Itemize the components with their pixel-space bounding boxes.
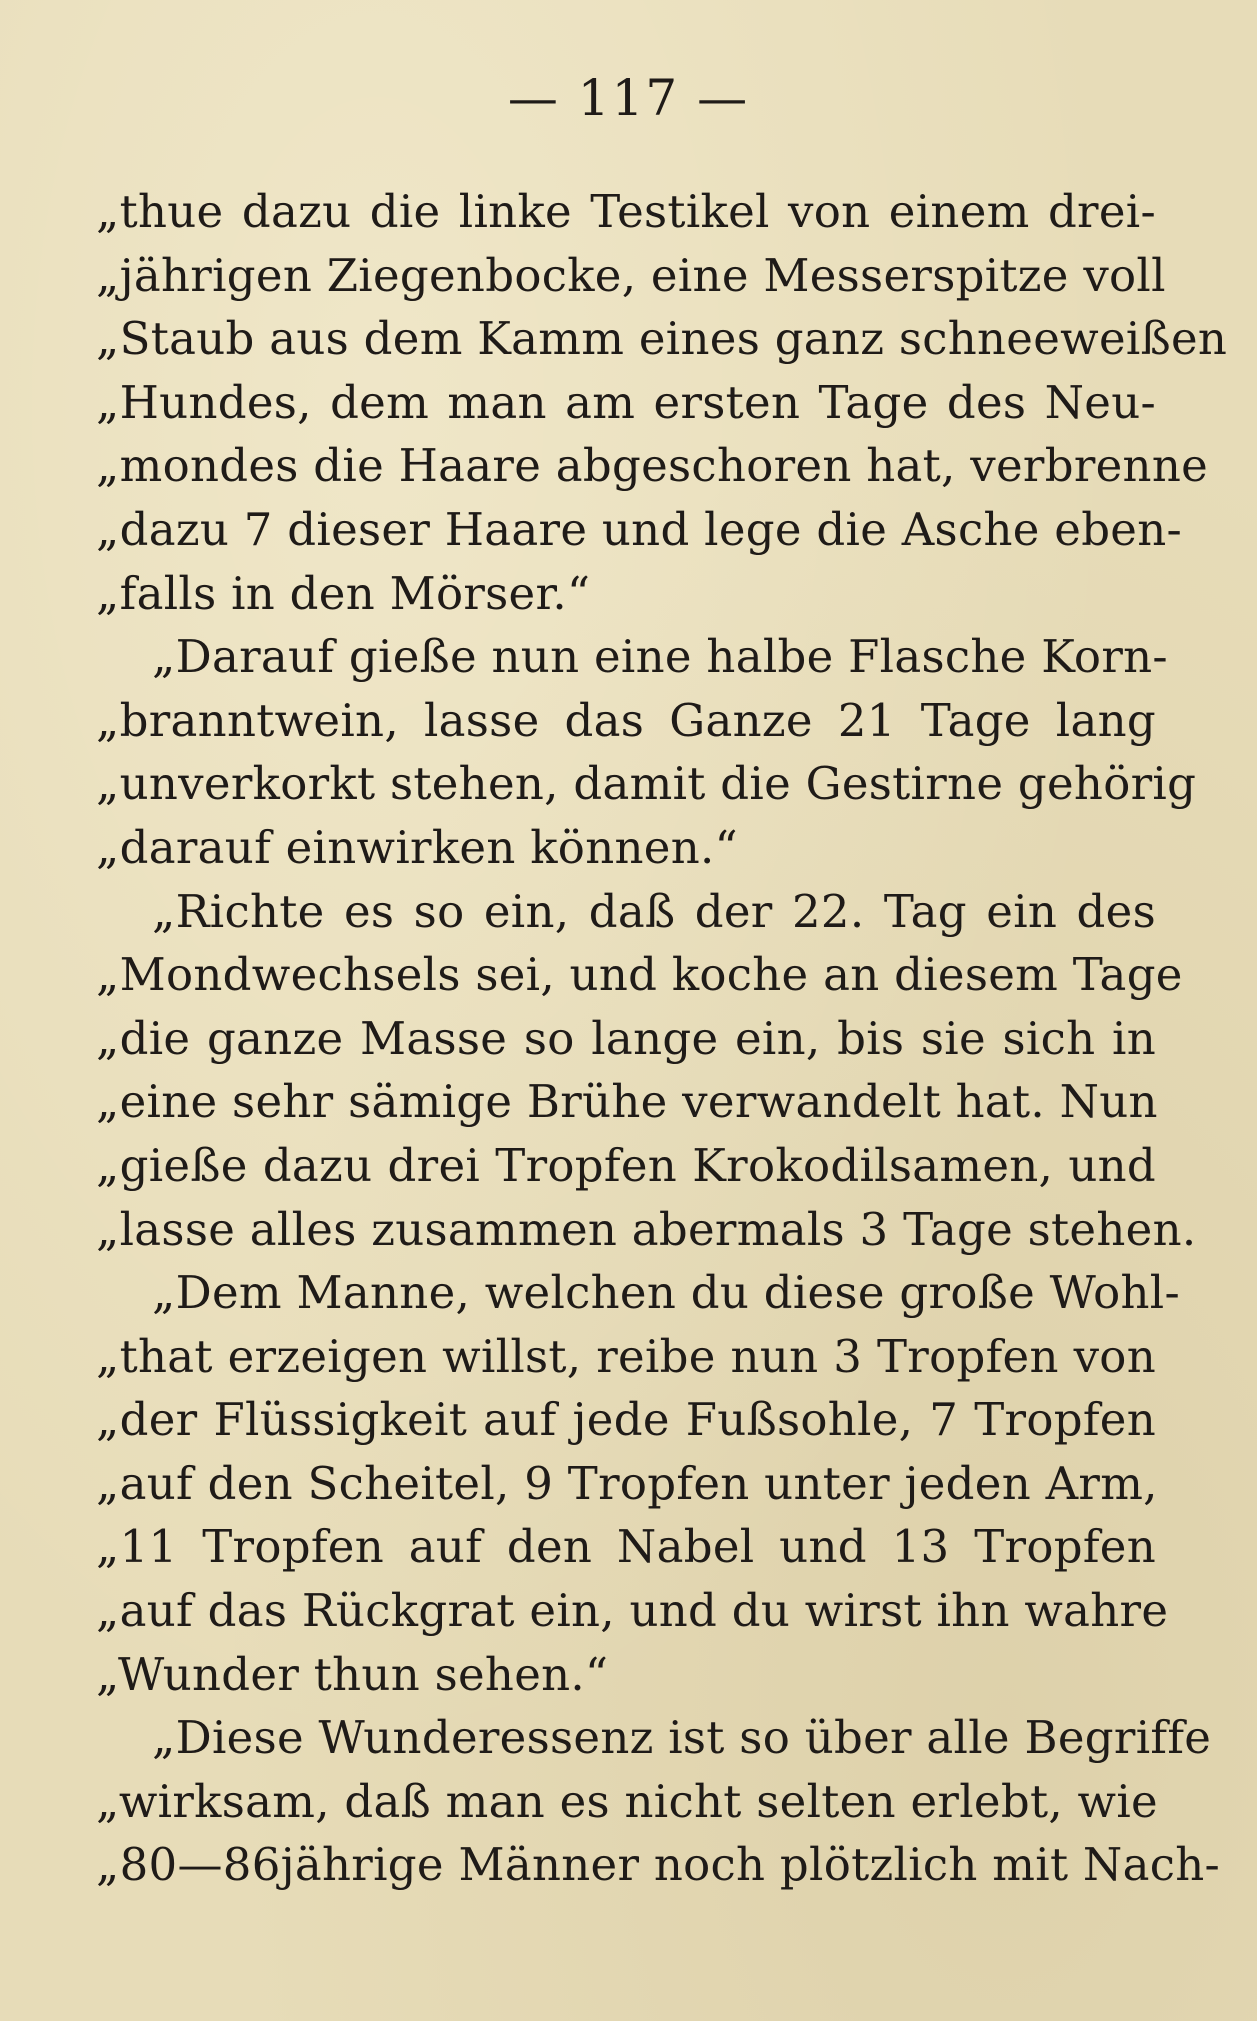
text-line: „dazu 7 dieser Haare und lege die Asche eben-	[96, 502, 1183, 556]
text-line: „auf das Rückgrat ein, und du wirst ihn wahre	[96, 1584, 1169, 1638]
page-number: — 117 —	[507, 69, 750, 127]
text-line: „Mondwechsels sei, und koche an diesem Tage	[96, 948, 1183, 1002]
text-line: „darauf einwirken können.“	[96, 820, 738, 874]
text-line: „auf den Scheitel, 9 Tropfen unter jeden Arm,	[96, 1456, 1158, 1510]
text-line: „thue dazu die linke Testikel von einem drei-	[96, 185, 1156, 238]
page-body-text	[96, 180, 1228, 1897]
text-line: „Richte es so ein, daß der 22. Tag ein des	[152, 884, 1156, 938]
text-line: „eine sehr sämige Brühe verwandelt hat. Nun	[96, 1075, 1158, 1129]
text-line: „80—86jährige Männer noch plötzlich mit Nach-	[96, 1838, 1221, 1892]
text-line: „that erzeigen willst, reibe nun 3 Tropfen von	[96, 1329, 1156, 1383]
text-line: „mondes die Haare abgeschoren hat, verbrenne	[96, 439, 1209, 493]
text-line: „Dem Manne, welchen du diese große Wohl-	[152, 1266, 1180, 1320]
text-line: „gieße dazu drei Tropfen Krokodilsamen, und	[96, 1138, 1156, 1192]
text-line: „falls in den Mörser.“	[96, 566, 591, 620]
text-line: „Staub aus dem Kamm eines ganz schneeweißen	[96, 312, 1228, 366]
text-line: „branntwein, lasse das Ganze 21 Tage lang	[96, 693, 1156, 747]
text-line: „die ganze Masse so lange ein, bis sie sich in	[96, 1011, 1156, 1065]
text-line: „unverkorkt stehen, damit die Gestirne gehörig	[96, 757, 1197, 811]
text-line: „Wunder thun sehen.“	[96, 1647, 609, 1701]
text-line: „wirksam, daß man es nicht selten erlebt, wie	[96, 1774, 1158, 1828]
text-line: „Darauf gieße nun eine halbe Flasche Korn-	[152, 630, 1168, 684]
text-line: „jährigen Ziegenbocke, eine Messerspitze voll	[96, 248, 1166, 302]
text-line: „11 Tropfen auf den Nabel und 13 Tropfen	[96, 1520, 1156, 1574]
text-line: „lasse alles zusammen abermals 3 Tage stehen.	[96, 1202, 1197, 1256]
text-line: „der Flüssigkeit auf jede Fußsohle, 7 Tropfen	[96, 1393, 1156, 1447]
text-line: „Hundes, dem man am ersten Tage des Neu-	[96, 375, 1156, 429]
text-line: „Diese Wunderessenz ist so über alle Begriffe	[152, 1711, 1212, 1765]
